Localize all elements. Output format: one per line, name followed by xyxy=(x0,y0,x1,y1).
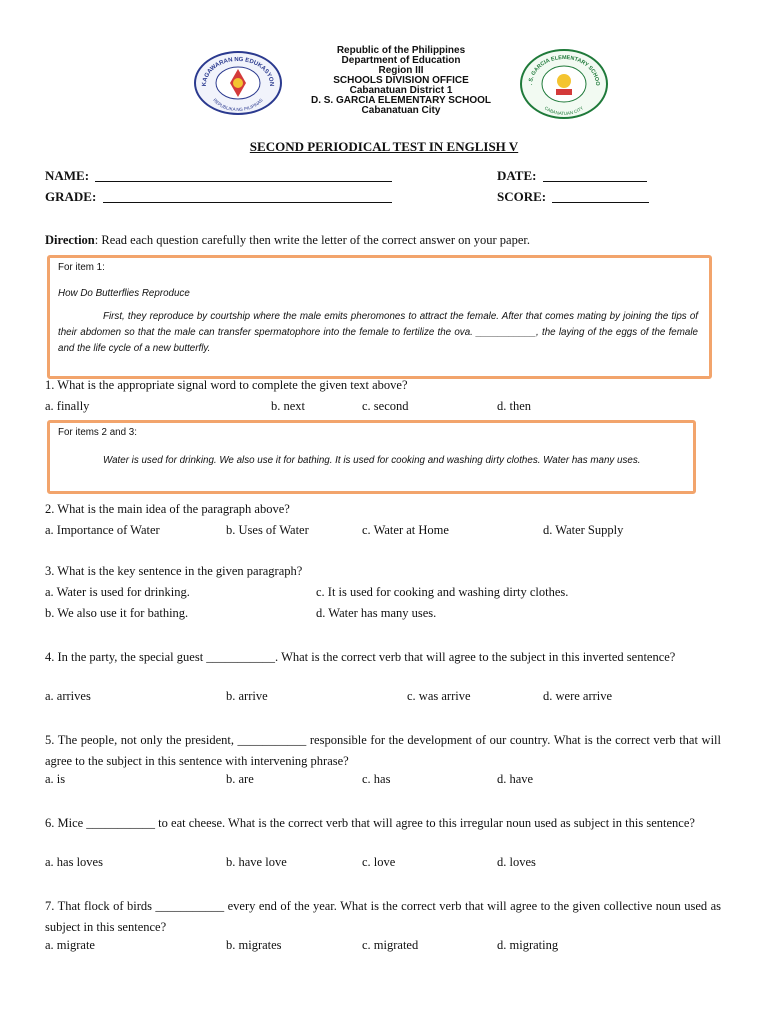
question-6: 6. Mice ___________ to eat cheese. What is the correct verb that will agree to this irregular noun used as subject in this sentence? xyxy=(45,816,695,830)
direction xyxy=(45,233,530,248)
header-line-5: Cabanatuan District 1 xyxy=(349,85,453,96)
header-line-2: Department of Education xyxy=(341,55,461,66)
passage-box-1 xyxy=(47,255,712,379)
svg-text:REPUBLIKA NG PILIPINAS xyxy=(212,98,263,112)
q6-option-a[interactable]: a. has loves xyxy=(45,855,103,869)
test-title: SECOND PERIODICAL TEST IN ENGLISH V xyxy=(249,139,519,154)
q1-option-c[interactable]: c. second xyxy=(362,399,409,413)
direction-label: Direction xyxy=(45,233,95,247)
q7-option-c[interactable]: c. migrated xyxy=(362,938,419,952)
q7-option-d[interactable]: d. migrating xyxy=(497,938,559,952)
box2-paragraph: Water is used for drinking. We also use it for bathing. It is used for cooking and washing dirty clothes. Water has many uses. xyxy=(103,455,641,466)
question-4: 4. In the party, the special guest ___________. What is the correct verb that will agree to the subject in this inverted sentence? xyxy=(45,650,676,664)
q3-option-b[interactable]: b. We also use it for bathing. xyxy=(45,606,189,620)
q6-option-d[interactable]: d. loves xyxy=(497,855,536,869)
q6-option-b[interactable]: b. have love xyxy=(226,855,287,869)
box1-paragraph: First, they reproduce by courtship where the male emits pheromones to attract the female. After that comes mating by joining the tips of their abdomen so that the male can transfer spermatophore into the female to fertilize the ova. ___________, the laying of the eggs of the female and the life cycle of a new butterfly. xyxy=(58,311,698,354)
score-label: SCORE: xyxy=(497,189,547,204)
right-seal-sub: CABANATUAN CITY xyxy=(543,105,585,117)
deped-seal-logo xyxy=(194,51,282,115)
q2-option-c[interactable]: c. Water at Home xyxy=(362,523,449,537)
box1-heading: For item 1: xyxy=(58,262,105,273)
q4-option-a[interactable]: a. arrives xyxy=(45,689,91,703)
q5-option-b[interactable]: b. are xyxy=(226,772,254,786)
question-7: 7. That flock of birds ___________ every end of the year. What is the correct verb that will agree to the given collective noun used as subject in this sentence? xyxy=(45,899,721,934)
svg-text:CABANATUAN CITY xyxy=(544,105,585,116)
header-line-4: SCHOOLS DIVISION OFFICE xyxy=(333,75,469,86)
header-line-1: Republic of the Philippines xyxy=(336,45,466,56)
header-line-3: Region III xyxy=(378,65,424,76)
q5-option-c[interactable]: c. has xyxy=(362,772,391,786)
question-2: 2. What is the main idea of the paragraph above? xyxy=(45,502,290,516)
school-seal-logo xyxy=(520,49,608,119)
name-field[interactable] xyxy=(95,181,392,182)
grade-field[interactable] xyxy=(103,202,392,203)
q7-option-a[interactable]: a. migrate xyxy=(45,938,95,952)
q4-option-c[interactable]: c. was arrive xyxy=(407,689,471,703)
passage-box-2 xyxy=(47,420,696,494)
q4-option-d[interactable]: d. were arrive xyxy=(543,689,613,703)
q5-option-d[interactable]: d. have xyxy=(497,772,534,786)
header-line-7: Cabanatuan City xyxy=(361,105,441,116)
date-label: DATE: xyxy=(497,168,537,183)
q6-option-c[interactable]: c. love xyxy=(362,855,396,869)
question-5: 5. The people, not only the president, ___________ responsible for the development of our country. What is the correct verb that will agree to the subject in this sentence with intervening phrase? xyxy=(45,733,721,768)
q1-option-b[interactable]: b. next xyxy=(271,399,306,413)
direction-text: : Read each question carefully then write the letter of the correct answer on your paper. xyxy=(94,233,531,247)
date-field[interactable] xyxy=(543,181,647,182)
q5-option-a[interactable]: a. is xyxy=(45,772,66,786)
q4-option-b[interactable]: b. arrive xyxy=(226,689,268,703)
q1-option-d[interactable]: d. then xyxy=(497,399,532,413)
box1-subtitle: How Do Butterflies Reproduce xyxy=(58,288,190,299)
score-field[interactable] xyxy=(552,202,649,203)
q2-option-a[interactable]: a. Importance of Water xyxy=(45,523,160,537)
header-line-6: D. S. GARCIA ELEMENTARY SCHOOL xyxy=(310,95,491,106)
q7-option-b[interactable]: b. migrates xyxy=(226,938,282,952)
q3-option-a[interactable]: a. Water is used for drinking. xyxy=(45,585,190,599)
q2-option-b[interactable]: b. Uses of Water xyxy=(226,523,309,537)
q3-option-d[interactable]: d. Water has many uses. xyxy=(316,606,437,620)
q2-option-d[interactable]: d. Water Supply xyxy=(543,523,624,537)
q3-option-c[interactable]: c. It is used for cooking and washing dirty clothes. xyxy=(316,585,569,599)
left-seal-sub: REPUBLIKA NG PILIPINAS xyxy=(212,97,264,113)
grade-label: GRADE: xyxy=(45,189,97,204)
q1-option-a[interactable]: a. finally xyxy=(45,399,90,413)
box2-heading: For items 2 and 3: xyxy=(58,427,137,438)
right-seal-text: . S. GARCIA ELEMENTARY SCHOO xyxy=(527,54,601,86)
question-3: 3. What is the key sentence in the given paragraph? xyxy=(45,564,303,578)
name-label: NAME: xyxy=(45,168,90,183)
left-seal-text: KAGAWARAN NG EDUKASYON xyxy=(201,56,275,87)
question-1: 1. What is the appropriate signal word to complete the given text above? xyxy=(45,378,408,392)
